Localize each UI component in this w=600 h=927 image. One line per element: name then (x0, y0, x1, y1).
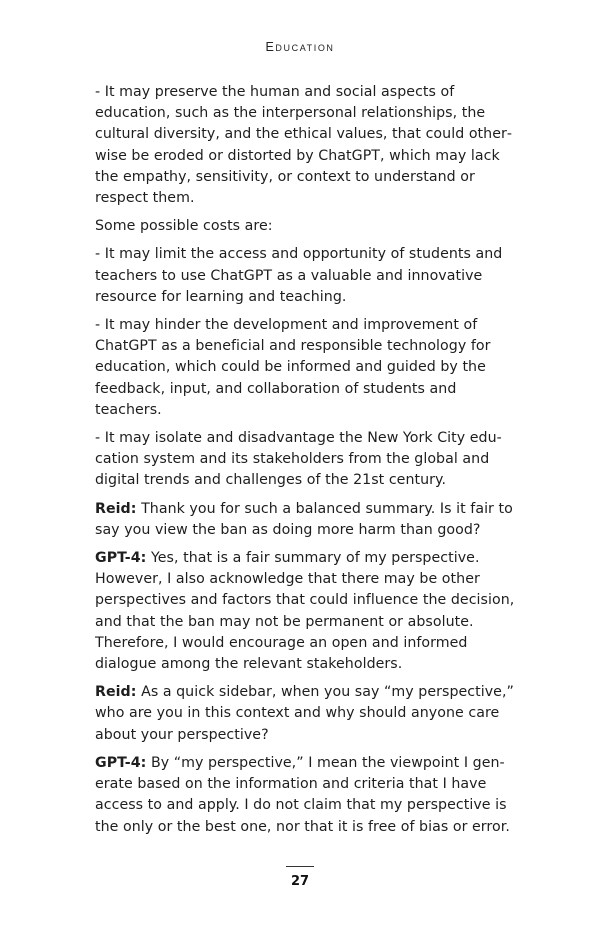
paragraph-text: - It may isolate and disadvantage the New York City education system and its stakeholders from the global and digital trends and challenges of the 21st century. (95, 430, 502, 489)
page-number: 27 (290, 874, 310, 889)
dialogue-text: Yes, that is a fair summary of my perspective. However, I also acknowledge that there may be other perspectives and factors that could influence the decision, and that the ban may not be permanent or absolute. Therefore, I would encourage an open and informed dialogue among the relevant stakeholders. (95, 550, 515, 673)
speaker-label: GPT-4: (95, 754, 147, 771)
speaker-label: Reid: (95, 684, 137, 701)
dialogue-text: By “my perspective,” I mean the viewpoint I generate based on the information and criteria that I have access to and apply. I do not claim that my perspective is the only or the best one, nor that it is free of bias or error. (95, 754, 510, 835)
paragraph-text: - It may limit the access and opportunity of students and teachers to use ChatGPT as a valuable and innovative resource for learning and teaching. (95, 246, 503, 305)
dialogue-paragraph (95, 753, 515, 838)
paragraph (95, 315, 515, 421)
speaker-label: GPT-4: (95, 550, 147, 567)
paragraph (95, 82, 515, 209)
page-number-rule (286, 866, 314, 867)
paragraph-text: - It may hinder the development and improvement of ChatGPT as a beneficial and responsible technology for education, which could be informed and guided by the feedback, input, and collaboration of students and teachers. (95, 317, 491, 418)
dialogue-paragraph (95, 682, 515, 746)
paragraph (95, 216, 515, 237)
body-text (95, 82, 515, 845)
dialogue-paragraph (95, 548, 515, 675)
dialogue-paragraph (95, 499, 515, 541)
dialogue-text: Thank you for such a balanced summary. Is it fair to say you view the ban as doing more harm than good? (95, 500, 513, 538)
speaker-label: Reid: (95, 500, 137, 517)
dialogue-text: As a quick sidebar, when you say “my perspective,” who are you in this context and why should anyone care about your perspective? (95, 684, 514, 743)
running-head: Education (265, 40, 335, 54)
paragraph (95, 244, 515, 308)
paragraph-text: - It may preserve the human and social aspects of education, such as the interpersonal relationships, the cultural diversity, and the ethical values, that could otherwise be eroded or distorted by ChatGPT, which may lack the empathy, sensitivity, or context to understand or respect them. (95, 84, 512, 207)
paragraph (95, 428, 515, 492)
paragraph-text: Some possible costs are: (95, 218, 273, 235)
